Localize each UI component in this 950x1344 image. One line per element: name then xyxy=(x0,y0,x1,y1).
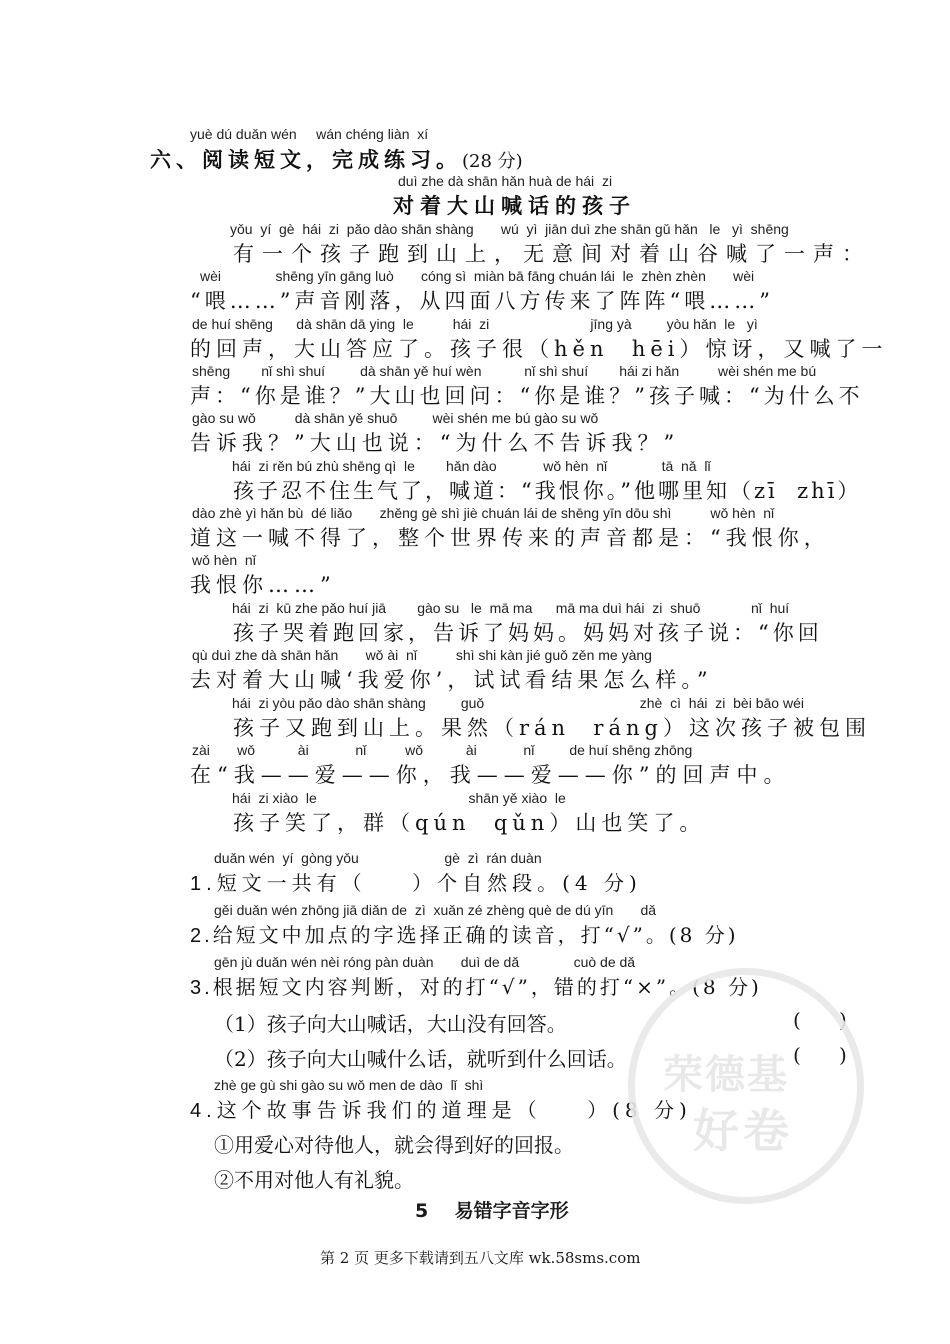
question-4-number: 4. xyxy=(190,1100,217,1122)
question-2-number: 2. xyxy=(190,925,213,947)
story-line-12-pinyin: zài wǒ ài nǐ wǒ ài nǐ de huí shēng zhōng xyxy=(192,742,693,758)
story-line-5: 告诉我？”大山也说：“为什么不告诉我？” xyxy=(190,431,680,455)
question-2-text: 给短文中加点的字选择正确的读音，打“√”。(8 分) xyxy=(212,923,739,947)
story-title: 对着大山喊话的孩子 xyxy=(393,193,636,218)
story-line-1: 有一个孩子跑到山上，无意间对着山谷喊了一声： xyxy=(233,242,871,266)
section-title: 六、阅读短文，完成练习。 xyxy=(150,147,462,172)
story-line-2-pinyin: wèi shēng yīn gāng luò cóng sì miàn bā fāng chuán lái le zhèn zhèn wèi xyxy=(200,268,755,284)
question-2 xyxy=(190,919,739,948)
question-1 xyxy=(190,867,642,896)
option-2: ②不用对他人有礼貌。 xyxy=(214,1168,414,1192)
story-line-10-pinyin: qù duì zhe dà shān hǎn wǒ ài nǐ shì shi kàn jié guǒ zěn me yàng xyxy=(192,647,652,663)
section-score: (28 分) xyxy=(462,151,523,172)
story-line-8-pinyin: wǒ hèn nǐ xyxy=(192,552,256,568)
story-line-6-pinyin: hái zi rěn bú zhù shēng qì le hǎn dào wǒ hèn nǐ tā nǎ lǐ xyxy=(232,458,711,474)
question-4 xyxy=(190,1094,692,1123)
question-3-number: 3. xyxy=(190,977,213,999)
watermark-line-2: 好卷 xyxy=(693,1104,793,1158)
story-line-11-pinyin: hái zi yòu pǎo dào shān shàng guǒ zhè cì hái zi bèi bāo wéi xyxy=(232,695,804,711)
question-1-text: 短文一共有（ ）个自然段。(4 分) xyxy=(216,871,642,895)
story-line-7-pinyin: dào zhè yì hǎn bù dé liǎo zhěng gè shì jiè chuán lái de shēng yīn dōu shì wǒ hèn nǐ xyxy=(192,505,775,521)
page-footer: 第 2 页 更多下载请到五八文库 wk.58sms.com xyxy=(320,1249,641,1267)
story-line-9: 孩子哭着跑回家，告诉了妈妈。妈妈对孩子说：“你回 xyxy=(233,621,823,645)
judgement-2-answer-blank[interactable]: ( ) xyxy=(793,1043,847,1067)
section-heading xyxy=(150,144,523,174)
story-line-7: 道这一喊不得了，整个世界传来的声音都是：“我恨你， xyxy=(190,526,830,550)
story-line-8: 我恨你……” xyxy=(190,573,336,597)
question-3-text: 根据短文内容判断，对的打“√”，错的打“×”。(8 分) xyxy=(212,975,762,999)
judgement-1-answer-blank[interactable]: ( ) xyxy=(793,1008,847,1032)
story-line-13-pinyin: hái zi xiào le shān yě xiào le xyxy=(232,790,566,806)
story-line-5-pinyin: gào su wǒ dà shān yě shuō wèi shén me bú gào su wǒ xyxy=(192,410,599,426)
next-section-heading: 5 易错字音字形 xyxy=(415,1200,569,1222)
judgement-2: （2）孩子向大山喊什么话，就听到什么回话。 xyxy=(214,1047,627,1071)
story-line-2: “喂……”声音刚落，从四面八方传来了阵阵“喂……” xyxy=(190,289,774,313)
section-pinyin: yuè dú duǎn wén wán chéng liàn xí xyxy=(190,126,429,142)
question-1-number: 1. xyxy=(190,873,217,895)
publisher-seal-watermark xyxy=(628,968,864,1204)
story-line-9-pinyin: hái zi kū zhe pǎo huí jiā gào su le mā ma mā ma duì hái zi shuō nǐ huí xyxy=(232,600,790,616)
question-3-pinyin: gēn jù duǎn wén nèi róng pàn duàn duì de dǎ cuò de dǎ xyxy=(214,954,636,970)
question-4-pinyin: zhè ge gù shi gào su wǒ men de dào lǐ shì xyxy=(214,1077,484,1093)
judgement-1: （1）孩子向大山喊话，大山没有回答。 xyxy=(214,1012,567,1036)
story-line-3: 的回声，大山答应了。孩子很（hěn hēi）惊讶，又喊了一 xyxy=(190,337,888,361)
question-1-pinyin: duǎn wén yí gòng yǒu gè zì rán duàn xyxy=(214,850,542,866)
option-1: ①用爱心对待他人，就会得到好的回报。 xyxy=(214,1133,574,1157)
question-2-pinyin: gěi duǎn wén zhōng jiā diǎn de zì xuǎn zé zhèng què de dú yīn dǎ xyxy=(214,902,657,918)
story-line-4: 声：“你是谁？”大山也回问：“你是谁？”孩子喊：“为什么不 xyxy=(190,384,864,408)
question-4-text: 这个故事告诉我们的道理是（ ）(8 分) xyxy=(216,1098,692,1122)
story-line-11: 孩子又跑到山上。果然（rán ráng）这次孩子被包围 xyxy=(233,716,871,740)
story-line-4-pinyin: shēng nǐ shì shuí dà shān yě huí wèn nǐ shì shuí hái zi hǎn wèi shén me bú xyxy=(192,363,817,379)
story-line-6: 孩子忍不住生气了，喊道：“我恨你。”他哪里知（zī zhī） xyxy=(233,479,862,503)
story-line-1-pinyin: yǒu yí gè hái zi pǎo dào shān shàng wú yì jiān duì zhe shān gǔ hǎn le yì shēng xyxy=(230,221,789,237)
story-line-3-pinyin: de huí shēng dà shān dā ying le hái zi jīng yà yòu hǎn le yì xyxy=(192,316,758,332)
story-line-13: 孩子笑了，群（qún qǔn）山也笑了。 xyxy=(233,811,706,835)
story-title-pinyin: duì zhe dà shān hǎn huà de hái zi xyxy=(398,173,613,189)
story-line-10: 去对着大山喊‘我爱你’，试试看结果怎么样。” xyxy=(190,668,713,692)
story-line-12: 在“我——爱——你，我——爱——你”的回声中。 xyxy=(190,763,791,787)
watermark-line-1: 荣德基 xyxy=(663,1052,789,1098)
